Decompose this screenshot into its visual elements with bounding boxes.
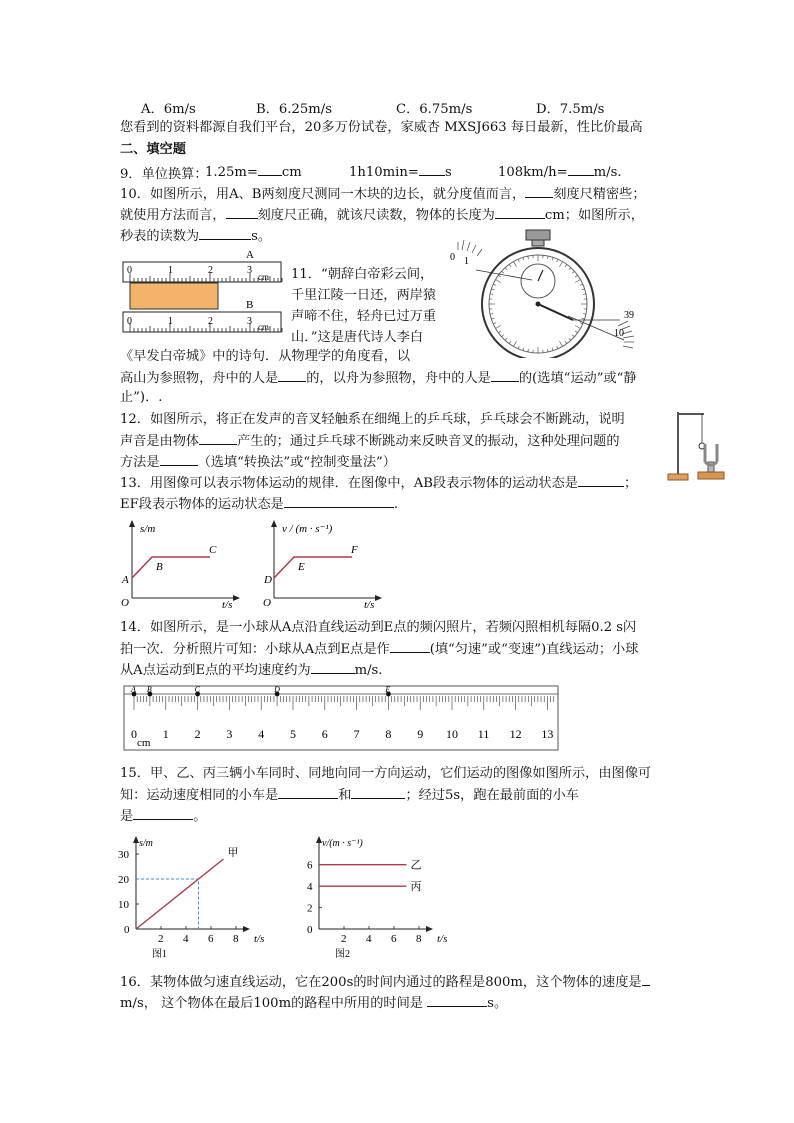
- ruler-b-unit: cm: [258, 322, 269, 332]
- y-tick-label: 4: [307, 881, 313, 894]
- q15-line1: 15．甲、乙、丙三辆小车同时、同地向同一方向运动，它们运动的图像如图所示，由图像可: [120, 766, 652, 781]
- series-label: 丙: [410, 881, 422, 894]
- st-ylabel: s/m: [140, 523, 156, 535]
- vt-line: [274, 557, 352, 578]
- large-dial-label-10: 10: [614, 328, 624, 339]
- y-axis-label: v/(m · s⁻¹): [322, 838, 363, 849]
- x-tick-label: 4: [183, 933, 189, 945]
- ball-label: C: [194, 685, 200, 694]
- x-tick-label: 6: [208, 933, 214, 945]
- chart-fig1: [112, 828, 292, 963]
- x-axis-label: t/s: [437, 933, 448, 945]
- q9-number: 9．单位换算：: [120, 167, 208, 182]
- st-point-a: A: [122, 574, 129, 586]
- q11-line5: 《早发白帝城》中的诗句．从物理学的角度看，以: [120, 349, 411, 364]
- x-tick-label: 6: [391, 933, 397, 945]
- ruler14-label: 0: [131, 727, 137, 741]
- q11-line1: 11．“朝辞白帝彩云间，: [291, 267, 434, 282]
- q14-line3: 从A点运动到E点的平均速度约为 m/s.: [120, 663, 383, 678]
- ruler14-label: 9: [417, 727, 424, 741]
- option-c: C．6.75m/s: [396, 102, 473, 117]
- wood-block: [130, 283, 218, 309]
- ruler-b-tick-0: 0: [127, 316, 132, 327]
- y-tick-label: 0: [307, 924, 313, 936]
- ruler-b-tick-2: 2: [208, 316, 213, 327]
- st-line: [132, 557, 210, 578]
- ruler14-figure: [122, 684, 562, 754]
- chart-caption: 图2: [335, 949, 350, 960]
- y-tick-label: 10: [118, 899, 129, 911]
- ruler14-label: 3: [226, 727, 233, 741]
- q11-line2: 千里江陵一日还，两岸猿: [291, 288, 437, 303]
- section-title: 二、填空题: [120, 142, 186, 157]
- q13-line2: EF段表示物体的运动状态是 .: [120, 497, 399, 512]
- motion-graphs: [118, 516, 408, 612]
- ball-label: A: [131, 685, 136, 694]
- chart-caption: 图1: [152, 949, 167, 960]
- ruler-a-tick-2: 2: [208, 265, 213, 276]
- large-dial-label-39: 39: [624, 310, 634, 321]
- ruler-a-tick-3: 3: [247, 265, 252, 276]
- option-d: D．7.5m/s: [536, 102, 605, 117]
- option-b: B．6.25m/s: [256, 102, 332, 117]
- q11-line7: 止”)．.: [120, 390, 163, 405]
- q10-line3: 秒表的读数为 s。: [120, 229, 272, 244]
- y-tick-label: 20: [118, 874, 129, 886]
- stopwatch-button: [526, 230, 550, 240]
- ruler-a-label: A: [246, 249, 254, 261]
- q10-line1: 10．如图所示，用A、B两刻度尺测同一木块的边长，就分度值而言， 刻度尺精密些；: [120, 187, 646, 202]
- q16-line2: m/s， 这个物体在最后100m的路程中所用的时间是 s。: [120, 996, 508, 1011]
- st-point-c: C: [209, 544, 217, 556]
- ruler14-label: 8: [385, 727, 392, 741]
- ruler-figure: [120, 246, 285, 336]
- ruler14-label: 2: [194, 727, 201, 741]
- ruler-a-unit: cm: [258, 272, 269, 282]
- ruler-b-tick-3: 3: [247, 316, 252, 327]
- q12-line2: 声音是由物体 产生的；通过乒乓球不断跳动来反映音叉的振动，这种处理问题的: [120, 434, 620, 449]
- ruler-b-label: B: [246, 299, 254, 311]
- series-label: 甲: [227, 847, 239, 859]
- ruler14-label: 13: [541, 727, 554, 741]
- y-axis-label: s/m: [139, 838, 153, 849]
- q15-line3: 是 。: [120, 809, 207, 824]
- ruler14: [124, 686, 558, 750]
- x-tick-label: 8: [233, 933, 239, 945]
- y-tick-label: 0: [124, 924, 130, 936]
- q15-line2: 知：运动速度相同的小车是 和 ；经过5s，跑在最前面的小车: [120, 788, 579, 803]
- series-line: [136, 859, 224, 929]
- y-tick-label: 2: [307, 902, 313, 915]
- q12-line1: 12．如图所示，将正在发声的音叉轻触系在细绳上的乒乓球，乒乓球会不断跳动，说明: [120, 412, 625, 427]
- q9-a: 1.25m= cm: [205, 165, 302, 180]
- q14-line2: 拍一次．分析照片可知：小球从A点到E点是作 (填“匀速”或“变速”)直线运动；小球: [120, 642, 639, 657]
- q14-line1: 14．如图所示，是一小球从A点沿直线运动到E点的频闪照片，若频闪照相机每隔0.2 s闪: [120, 620, 637, 635]
- q9-b: 1h10min= s: [349, 165, 452, 180]
- vt-xlabel: t/s: [364, 599, 375, 611]
- x-tick-label: 8: [416, 933, 422, 945]
- st-origin: O: [121, 597, 129, 609]
- x-tick-label: 2: [158, 933, 164, 945]
- series-label: 乙: [410, 859, 422, 872]
- vt-point-e: E: [298, 561, 305, 573]
- chart-fig2: [295, 828, 475, 963]
- ad-line: 您看到的资料都源自我们平台，20多万份试卷，家威杏 MXSJ663 每日最新，性比价最高: [120, 120, 643, 135]
- ruler14-label: 11: [477, 727, 490, 741]
- x-tick-label: 4: [366, 933, 372, 945]
- q13-line1: 13．用图像可以表示物体运动的规律．在图像中，AB段表示物体的运动状态是 ；: [120, 476, 638, 491]
- stopwatch-figure: [448, 228, 668, 358]
- ruler14-label: 10: [446, 727, 458, 741]
- vt-ylabel: v / (m · s⁻¹): [282, 523, 333, 535]
- st-point-b: B: [156, 561, 163, 573]
- q11-line3: 声啼不住，轻舟已过万重: [291, 309, 437, 324]
- ruler14-label: 7: [353, 727, 360, 741]
- ruler-a-tick-1: 1: [168, 265, 173, 276]
- vt-point-f: F: [351, 544, 358, 556]
- small-dial-label-1: 1: [464, 256, 469, 267]
- ball-label: B: [146, 685, 152, 694]
- q9-c: 108km/h= m/s.: [498, 165, 622, 180]
- y-tick-label: 30: [118, 849, 129, 861]
- ruler14-label: 5: [290, 727, 296, 741]
- ruler14-label: 4: [258, 727, 265, 741]
- q16-line1: 16．某物体做匀速直线运动，它在200s的时间内通过的路程是800m，这个物体的速度是: [120, 973, 650, 992]
- x-axis-label: t/s: [254, 933, 265, 945]
- ruler14-label: 6: [321, 727, 328, 741]
- vt-origin: O: [263, 597, 271, 609]
- ruler14-unit: cm: [137, 737, 151, 749]
- q10-line2: 就使用方法而言， 刻度尺正确，就该尺读数，物体的长度为 cm；如图所示，: [120, 208, 644, 223]
- graph-st: [121, 520, 240, 611]
- vt-point-d: D: [264, 574, 272, 586]
- x-tick-label: 2: [341, 933, 347, 945]
- q11-line6: 高山为参照物，舟中的人是 的，以舟为参照物，舟中的人是 的(选填“运动”或“静: [120, 371, 637, 386]
- ruler-a-tick-0: 0: [127, 265, 132, 276]
- q11-line4: 山．”这是唐代诗人李白: [291, 330, 424, 345]
- ball-label: D: [274, 685, 280, 694]
- y-tick-label: 6: [307, 859, 313, 872]
- ruler-b-tick-1: 1: [168, 316, 173, 327]
- ruler14-label: 1: [162, 727, 169, 741]
- ball-label: E: [385, 685, 391, 694]
- q12-line3: 方法是 （选填“转换法”或“控制变量法”）: [120, 455, 396, 470]
- tuning-fork-figure: [664, 408, 730, 486]
- option-a: A．6m/s: [141, 102, 196, 117]
- ruler14-label: 12: [509, 727, 522, 741]
- graph-vt: [263, 520, 382, 611]
- st-xlabel: t/s: [222, 599, 233, 611]
- small-dial-label-0: 0: [450, 252, 455, 263]
